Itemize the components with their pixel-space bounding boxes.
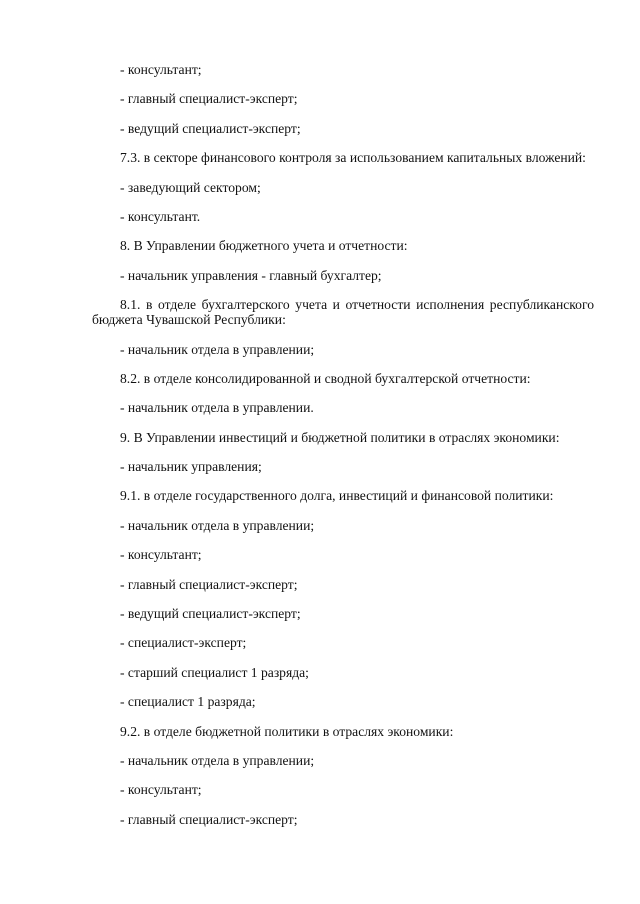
paragraph: - старший специалист 1 разряда;: [120, 664, 309, 680]
paragraph: - заведующий сектором;: [120, 179, 261, 195]
paragraph: - консультант;: [120, 547, 202, 563]
paragraph: - ведущий специалист-эксперт;: [120, 120, 301, 136]
paragraph: - главный специалист-эксперт;: [120, 91, 298, 107]
paragraph: 8.2. в отделе консолидированной и сводной бухгалтерской отчетности:: [120, 370, 531, 386]
paragraph: - начальник управления - главный бухгалтер;: [120, 267, 382, 283]
paragraph: - главный специалист-эксперт;: [120, 576, 298, 592]
paragraph: - начальник отдела в управлении;: [120, 752, 315, 768]
paragraph: - консультант;: [120, 782, 202, 798]
paragraph: - главный специалист-эксперт;: [120, 811, 298, 827]
paragraph: 8.1. в отделе бухгалтерского учета и отчетности исполнения республиканского бюджета Чувашской Республики:: [92, 297, 594, 328]
paragraph: - начальник отдела в управлении;: [120, 517, 315, 533]
paragraph: - специалист 1 разряда;: [120, 694, 256, 710]
paragraph: 9. В Управлении инвестиций и бюджетной политики в отраслях экономики:: [120, 429, 560, 445]
paragraph: 9.2. в отделе бюджетной политики в отраслях экономики:: [120, 723, 454, 739]
paragraph: - ведущий специалист-эксперт;: [120, 606, 301, 622]
paragraph: - начальник отдела в управлении.: [120, 400, 314, 416]
paragraph: - консультант.: [120, 208, 201, 224]
paragraph: 8. В Управлении бюджетного учета и отчетности:: [120, 238, 408, 254]
paragraph: 7.3. в секторе финансового контроля за использованием капитальных вложений:: [120, 150, 586, 166]
document-body: [92, 62, 594, 841]
paragraph: - специалист-эксперт;: [120, 635, 247, 651]
paragraph: - консультант;: [120, 62, 202, 77]
paragraph: - начальник отдела в управлении;: [120, 341, 315, 357]
paragraph: - начальник управления;: [120, 459, 262, 475]
paragraph: 9.1. в отделе государственного долга, инвестиций и финансовой политики:: [120, 488, 554, 504]
